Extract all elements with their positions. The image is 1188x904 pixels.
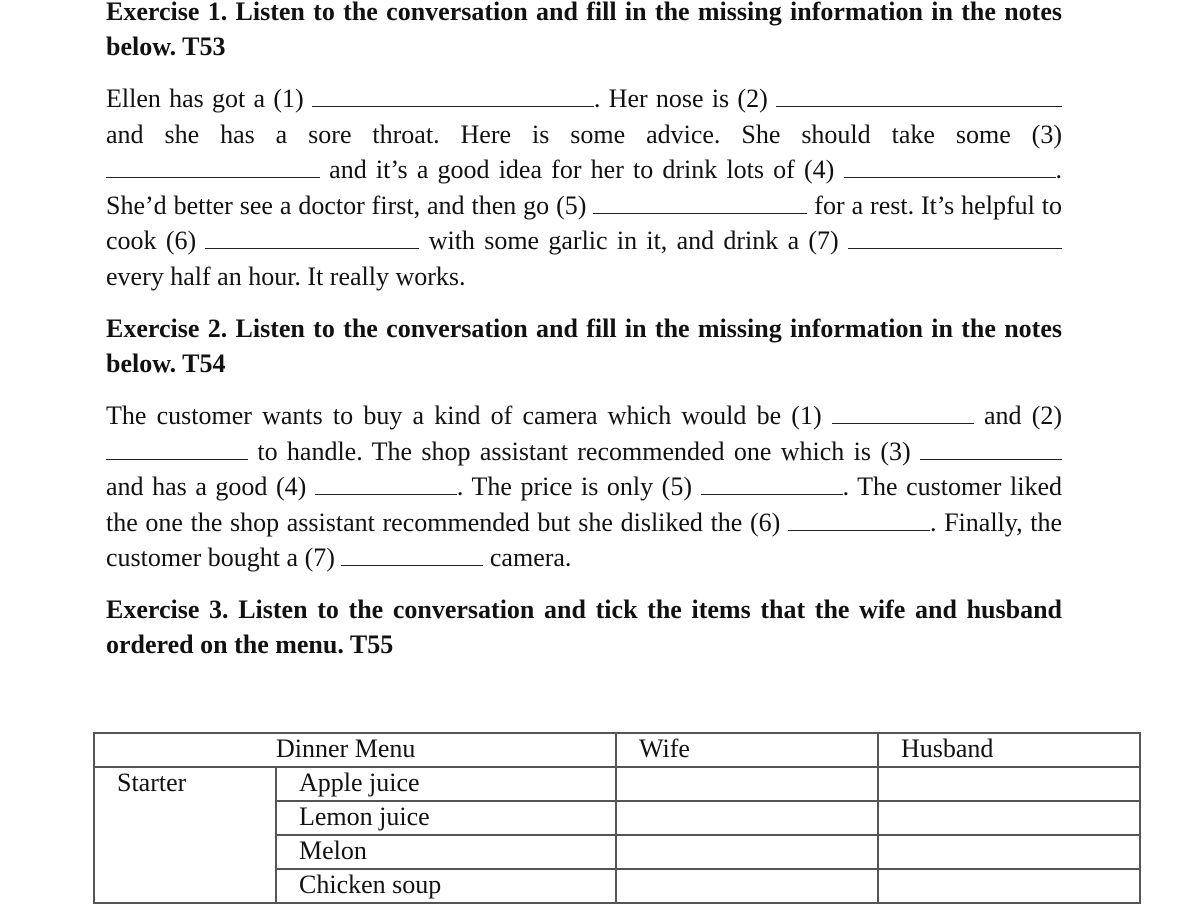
blank-6[interactable]: [788, 508, 930, 531]
wife-tick-cell[interactable]: [616, 869, 878, 903]
blank-7[interactable]: [848, 226, 1062, 249]
text-segment: The customer wants to buy a kind of camera which would be (1): [106, 401, 832, 430]
husband-tick-cell[interactable]: [878, 869, 1140, 903]
exercise1-heading: Exercise 1. Listen to the conversation and fill in the missing information in the notes below. T53: [106, 0, 1062, 61]
text-segment: . Finally, the customer bought a (7): [106, 507, 1062, 572]
blank-5[interactable]: [593, 191, 807, 214]
header-label: Dinner Menu: [276, 734, 416, 763]
item-cell: Chicken soup: [276, 869, 616, 903]
blank-2[interactable]: [776, 84, 1062, 107]
text-segment: camera.: [483, 543, 572, 572]
category-cell: Starter: [94, 767, 276, 903]
text-segment: and (2): [973, 401, 1063, 430]
header-cell: [276, 733, 616, 767]
exercise2-text: [106, 398, 1062, 576]
blank-3[interactable]: [106, 155, 320, 178]
text-segment: every half an hour. It really works.: [106, 261, 466, 291]
husband-tick-cell[interactable]: [878, 801, 1140, 835]
husband-tick-cell[interactable]: [878, 767, 1140, 801]
blank-4[interactable]: [315, 472, 457, 495]
wife-tick-cell[interactable]: [616, 801, 878, 835]
text-segment: . The customer liked the one the shop assistant recommended but she disliked the (6): [106, 472, 1062, 537]
table-header-row: [94, 733, 1140, 767]
text-segment: for a rest. It’s helpful to cook (6): [106, 190, 1062, 255]
text-segment: to handle. The shop assistant recommended one which is (3): [248, 436, 920, 466]
item-cell: Apple juice: [276, 767, 616, 801]
blank-4[interactable]: [844, 155, 1056, 178]
text-segment: and it’s a good idea for her to drink lots of (4): [320, 155, 844, 184]
header-cell: Wife: [616, 733, 878, 767]
text-segment: and has a good (4): [106, 472, 315, 501]
husband-tick-cell[interactable]: [878, 835, 1140, 869]
wife-tick-cell[interactable]: [616, 767, 878, 801]
text-segment: and she has a sore throat. Here is some advice. She should take some (3): [106, 119, 1062, 149]
blank-5[interactable]: [701, 472, 843, 495]
text-segment: . She’d better see a doctor first, and then go (5): [106, 155, 1062, 220]
blank-7[interactable]: [341, 543, 483, 566]
text-segment: . Her nose is (2): [593, 84, 776, 113]
blank-3[interactable]: [920, 437, 1062, 460]
blank-6[interactable]: [205, 226, 419, 249]
text-segment: . The price is only (5): [456, 472, 701, 501]
exercise3-heading: Exercise 3. Listen to the conversation and tick the items that the wife and husband ordered on the menu. T55: [106, 595, 1062, 659]
blank-1[interactable]: [312, 84, 594, 107]
wife-tick-cell[interactable]: [616, 835, 878, 869]
exercise1-text: [106, 81, 1062, 294]
header-cell: [94, 733, 276, 767]
header-cell: Husband: [878, 733, 1140, 767]
table-row: [94, 767, 1140, 801]
item-cell: Melon: [276, 835, 616, 869]
exercise2-heading: Exercise 2. Listen to the conversation and fill in the missing information in the notes below. T54: [106, 314, 1062, 378]
text-segment: Ellen has got a (1): [106, 84, 312, 113]
blank-1[interactable]: [832, 401, 974, 424]
item-cell: Lemon juice: [276, 801, 616, 835]
text-segment: with some garlic in it, and drink a (7): [419, 226, 848, 255]
dinner-menu-table: [93, 732, 1141, 904]
blank-2[interactable]: [106, 437, 248, 460]
